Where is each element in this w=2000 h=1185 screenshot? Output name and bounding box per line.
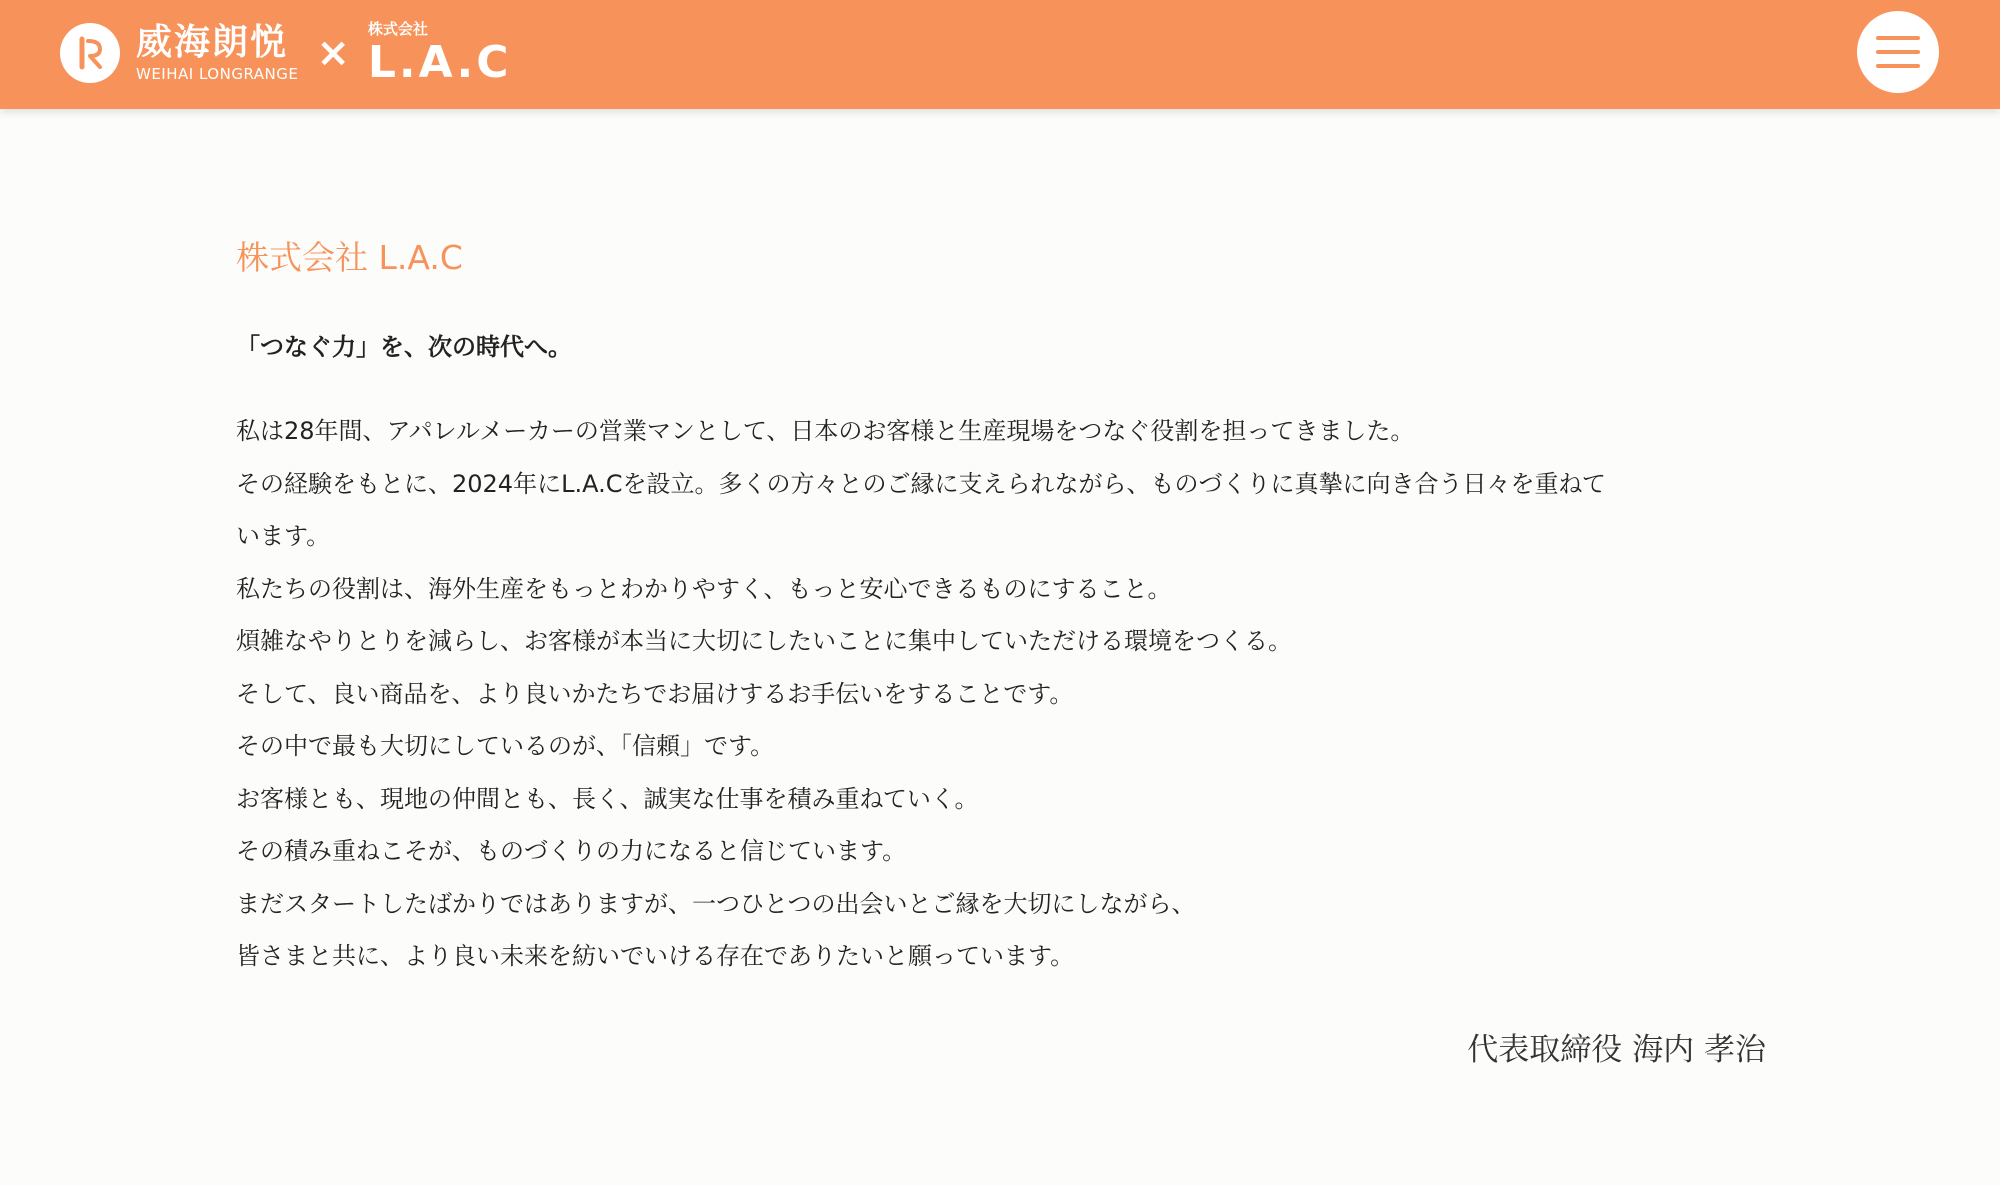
- message-paragraph: います。: [236, 522, 331, 550]
- tagline: 「つなぐ力」を、次の時代へ。: [236, 333, 572, 361]
- message-paragraph: 私は28年間、アパレルメーカーの営業マンとして、日本のお客様と生産現場をつなぐ役割を担ってきました。: [236, 417, 1415, 445]
- site-header: [0, 0, 2000, 109]
- message-body: [236, 405, 1766, 983]
- message-paragraph: そして、良い商品を、より良いかたちでお届けするお手伝いをすることです。: [236, 679, 1074, 708]
- message-paragraph: その中で最も大切にしているのが、「信頼」です。: [236, 732, 775, 760]
- message-paragraph: その経験をもとに、2024年にL.A.Cを設立。多くの方々とのご縁に支えられながら、ものづくりに真摯に向き合う日々を重ねて: [236, 469, 1606, 498]
- message-paragraph: 私たちの役割は、海外生産をもっとわかりやすく、もっと安心できるものにすること。: [236, 574, 1172, 603]
- weihai-brand: [136, 21, 299, 83]
- lac-brand: [367, 19, 512, 88]
- message-paragraph: 皆さまと共に、より良い未来を紡いでいける存在でありたいと願っています。: [236, 942, 1075, 970]
- weihai-brand-cn: 威海朗悦: [136, 21, 289, 63]
- weihai-brand-en: WEIHAI LONGRANGE: [136, 64, 299, 83]
- company-title: 株式会社 L.A.C: [236, 238, 463, 277]
- collab-cross-mark: ×: [316, 30, 350, 76]
- brand-logo-link[interactable]: [60, 18, 512, 88]
- message-paragraph: お客様とも、現地の仲間とも、長く、誠実な仕事を積み重ねていく。: [236, 784, 979, 813]
- message-paragraph: その積み重ねこそが、ものづくりの力になると信じています。: [236, 837, 907, 865]
- message-section: [236, 230, 1766, 970]
- menu-button[interactable]: [1857, 11, 1939, 93]
- message-paragraph: 煩雑なやりとりを減らし、お客様が本当に大切にしたいことに集中していただける環境をつくる。: [236, 627, 1292, 655]
- weihai-logo-icon: [60, 23, 120, 83]
- lac-brand-main: L.A.C: [367, 36, 512, 88]
- ceo-signature: 代表取締役 海内 孝治: [1467, 1032, 1766, 1068]
- lac-brand-sub: 株式会社: [367, 19, 428, 38]
- message-paragraph: まだスタートしたばかりではありますが、一つひとつの出会いとご縁を大切にしながら、: [236, 889, 1196, 918]
- hamburger-menu-icon: [1876, 35, 1920, 69]
